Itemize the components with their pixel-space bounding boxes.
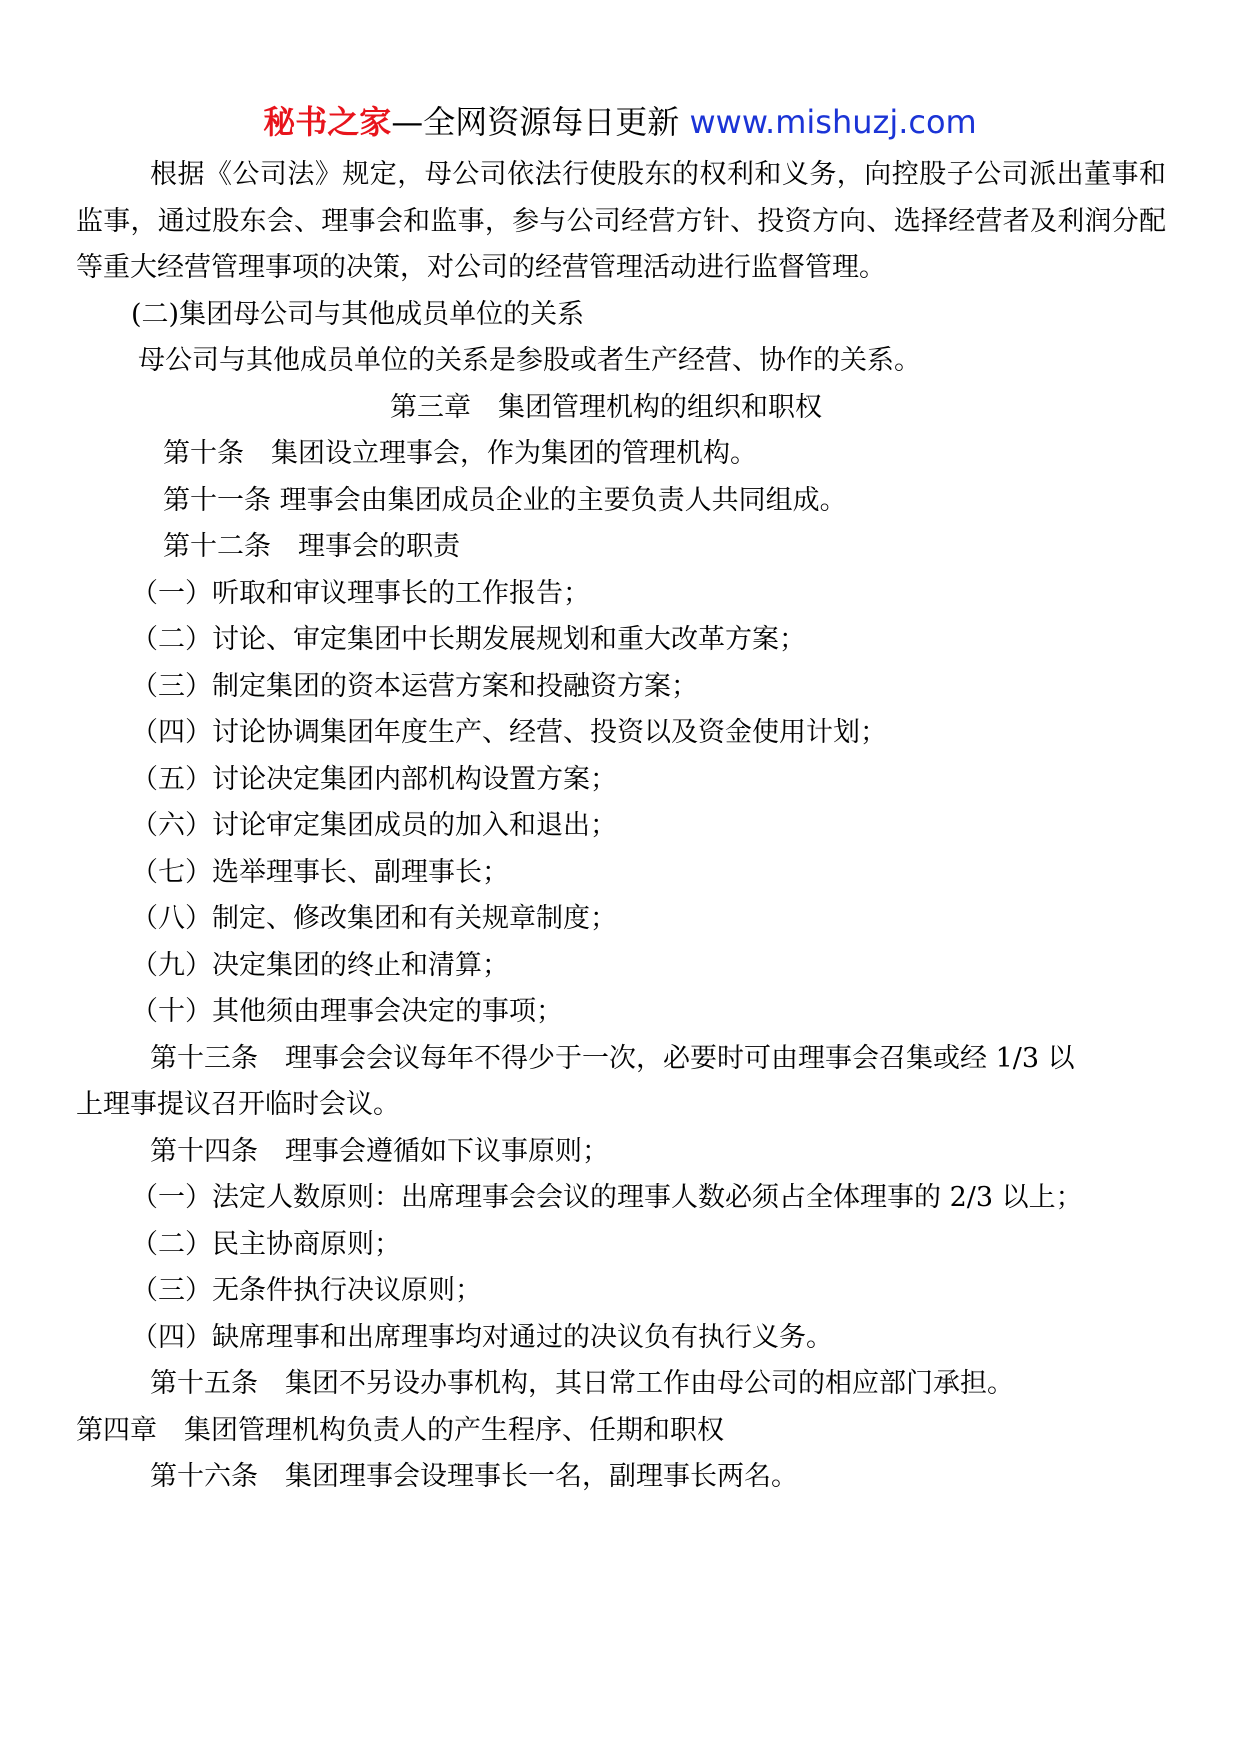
- article-10: 第十条 集团设立理事会，作为集团的管理机构。: [163, 438, 757, 469]
- article-12-item: （七）选举理事长、副理事长；: [131, 856, 509, 888]
- article-16: 第十六条 集团理事会设理事长一名，副理事长两名。: [150, 1461, 798, 1492]
- section-heading-relations: (二)集团母公司与其他成员单位的关系: [131, 298, 585, 330]
- article-12: 第十二条 理事会的职责: [163, 531, 460, 562]
- article-15: 第十五条 集团不另设办事机构，其日常工作由母公司的相应部门承担。: [150, 1368, 1014, 1399]
- article-12-item: （九）决定集团的终止和清算；: [131, 949, 509, 981]
- article-12-item: （八）制定、修改集团和有关规章制度；: [131, 903, 617, 934]
- article-14-item: （二）民主协商原则；: [131, 1228, 401, 1260]
- article-13-line-1: 第十三条 理事会会议每年不得少于一次，必要时可由理事会召集或经 1/3 以: [150, 1042, 1075, 1074]
- site-brand: 秘书之家: [263, 103, 392, 141]
- article-14: 第十四条 理事会遵循如下议事原则；: [150, 1135, 609, 1167]
- article-14-item: （一）法定人数原则：出席理事会会议的理事人数必须占全体理事的 2/3 以上；: [131, 1182, 1083, 1213]
- article-11: 第十一条 理事会由集团成员企业的主要负责人共同组成。: [163, 484, 847, 516]
- article-12-item: （一）听取和审议理事长的工作报告；: [131, 577, 590, 609]
- article-14-item: （三）无条件执行决议原则；: [131, 1275, 482, 1306]
- article-12-item: （二）讨论、审定集团中长期发展规划和重大改革方案；: [131, 624, 806, 655]
- chapter-4-heading: 第四章 集团管理机构负责人的产生程序、任期和职权: [76, 1414, 724, 1446]
- paragraph-parent-company-rights: 根据《公司法》规定，母公司依法行使股东的权利和义务，向控股子公司派出董事和监事，通过股东会、理事会和监事，参与公司经营方针、投资方向、选择经营者及利润分配等重大经营管理事项的决策，对公司的经营管理活动进行监督管理。: [76, 159, 1166, 283]
- article-14-item: （四）缺席理事和出席理事均对通过的决议负有执行义务。: [131, 1321, 833, 1353]
- site-slogan: —全网资源每日更新: [391, 103, 680, 141]
- paragraph-member-relations: 母公司与其他成员单位的关系是参股或者生产经营、协作的关系。: [138, 345, 921, 376]
- chapter-3-heading: 第三章 集团管理机构的组织和职权: [390, 391, 822, 423]
- article-12-item: （四）讨论协调集团年度生产、经营、投资以及资金使用计划；: [131, 717, 887, 748]
- article-13-line-2: 上理事提议召开临时会议。: [76, 1089, 400, 1120]
- article-12-item: （十）其他须由理事会决定的事项；: [131, 996, 563, 1027]
- page-header-banner: [0, 100, 1240, 144]
- site-url-link[interactable]: www.mishuzj.com: [689, 103, 977, 141]
- article-12-item: （六）讨论审定集团成员的加入和退出；: [131, 810, 617, 841]
- article-12-item: （五）讨论决定集团内部机构设置方案；: [131, 763, 617, 795]
- document-body: [76, 152, 1166, 1501]
- article-12-item: （三）制定集团的资本运营方案和投融资方案；: [131, 670, 698, 702]
